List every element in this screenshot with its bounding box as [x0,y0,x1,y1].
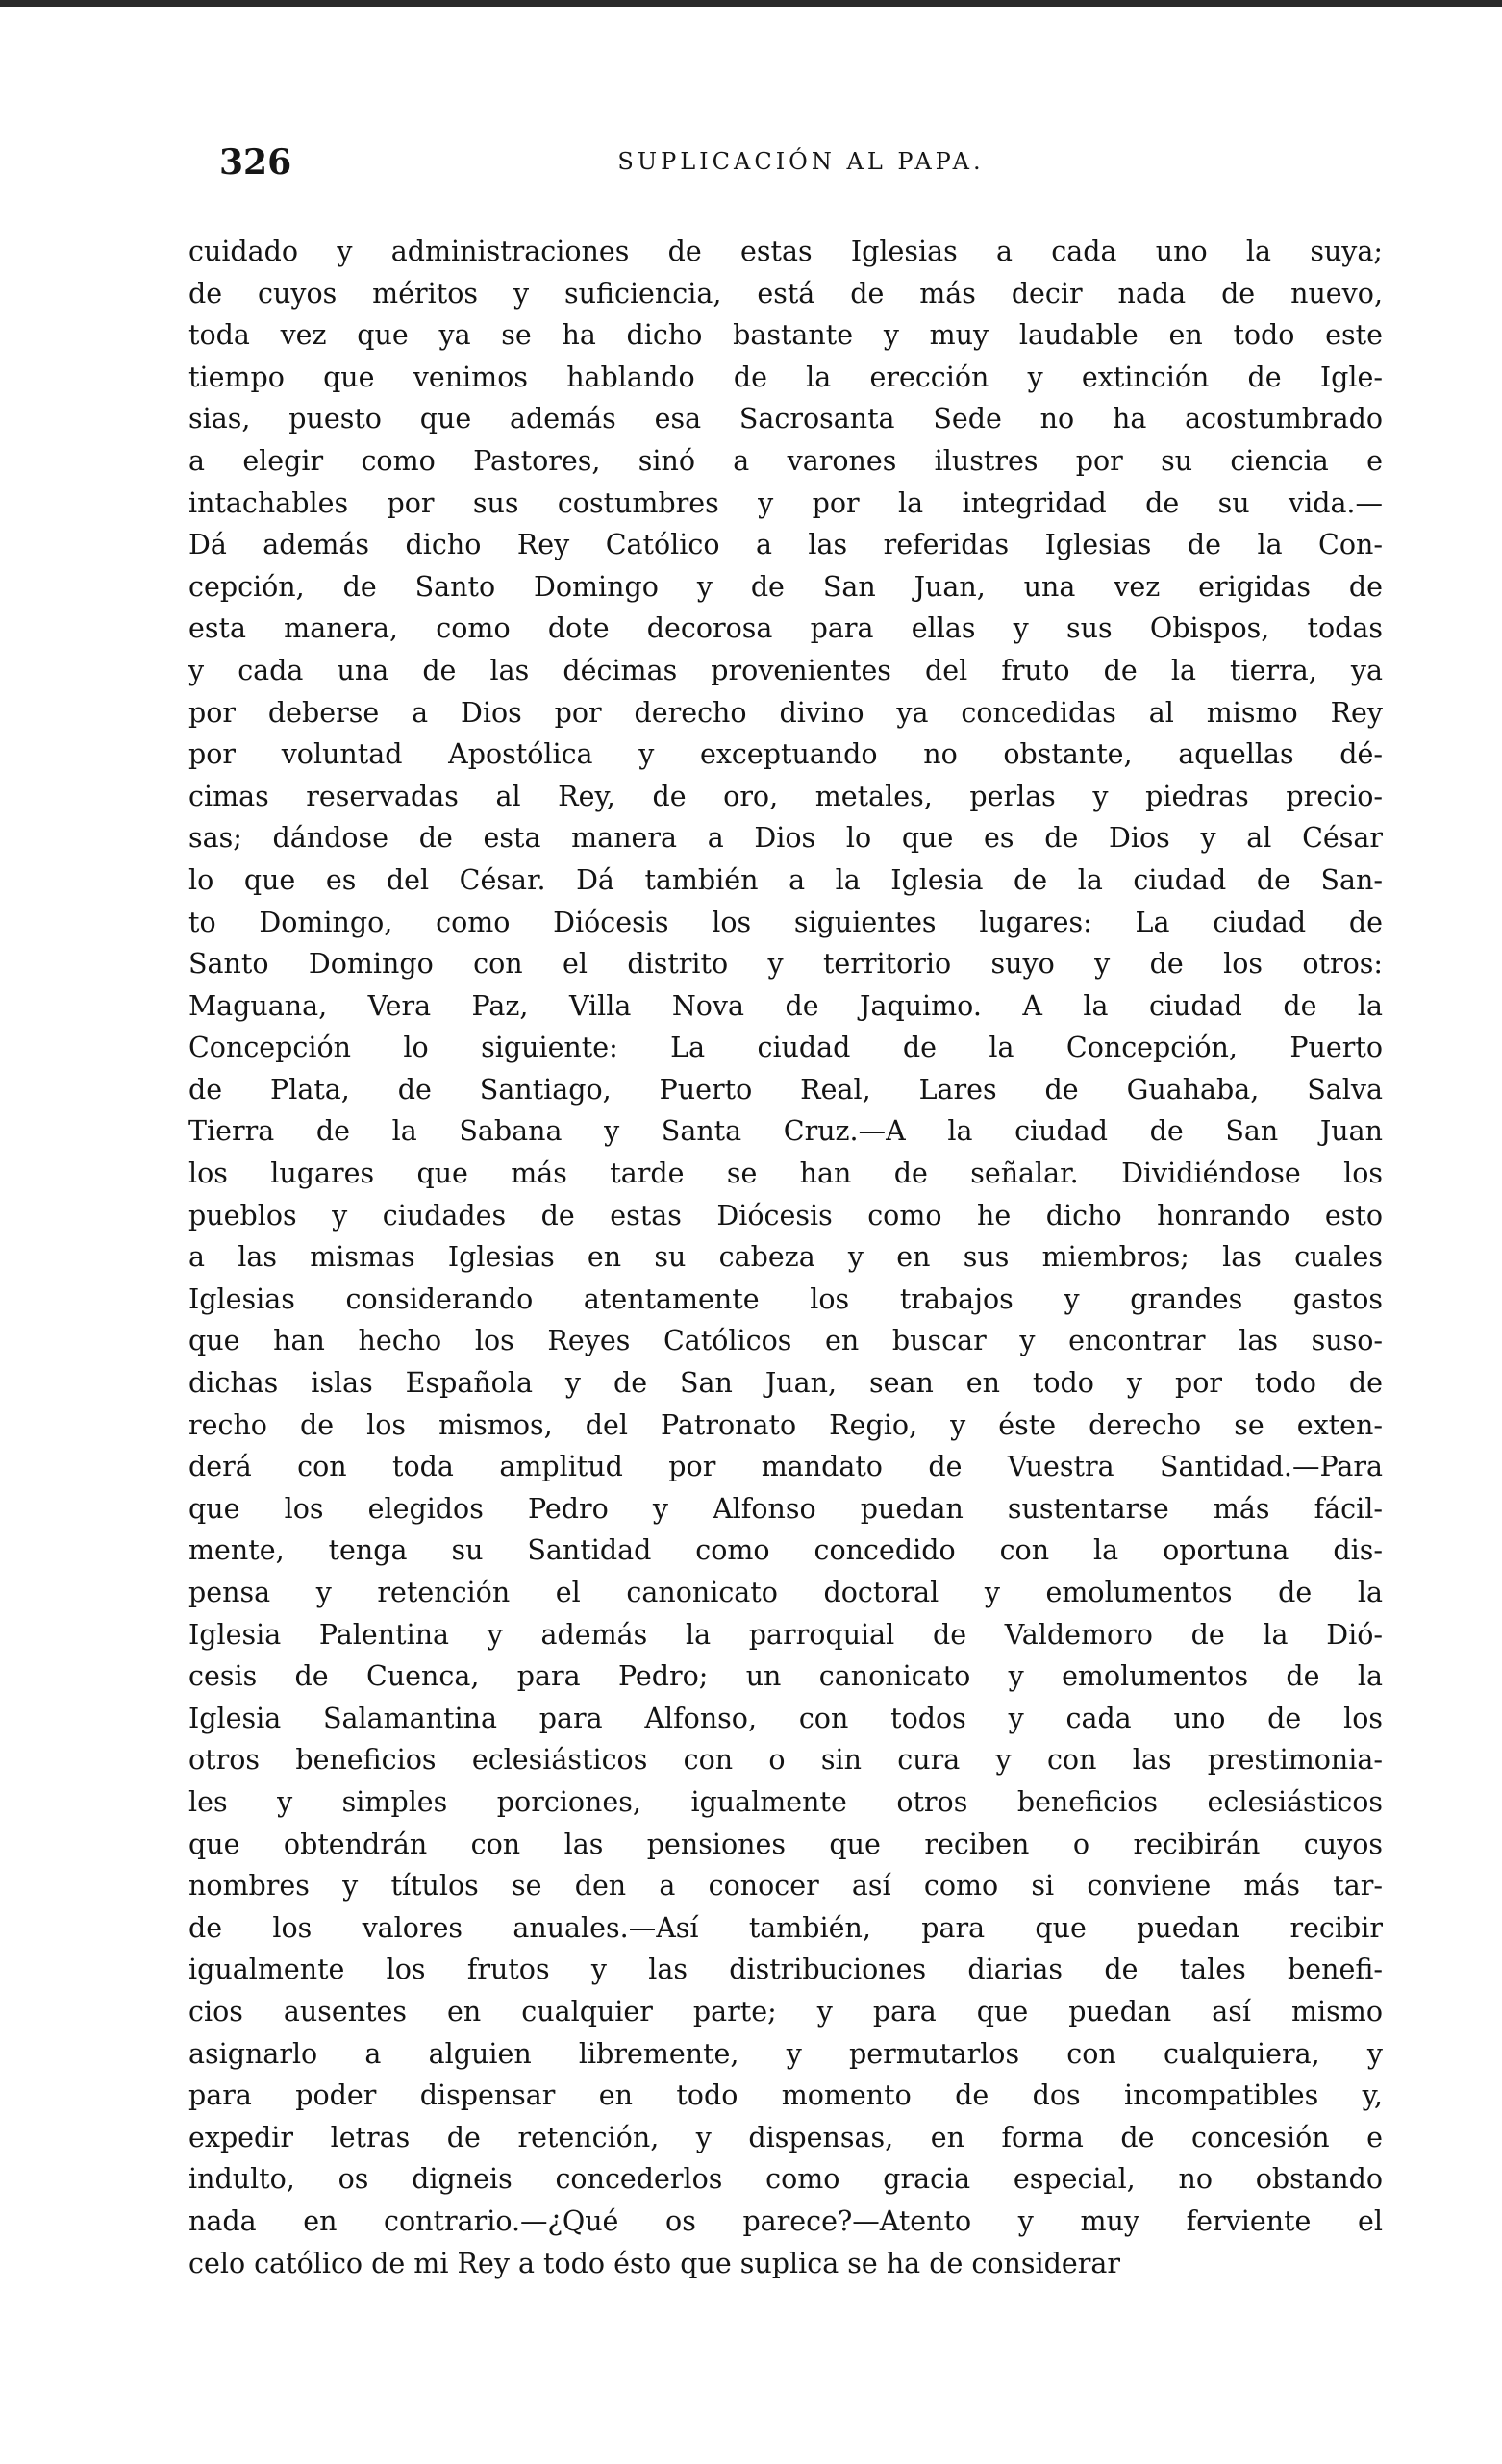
text-line: a las mismas Iglesias en su cabeza y en sus miembros; las cuales [188,1241,1383,1274]
text-line: intachables por sus costumbres y por la integridad de su vida.— [188,486,1383,519]
text-line: Santo Domingo con el distrito y territorio suyo y de los otros: [188,948,1383,981]
text-line: de cuyos méritos y suficiencia, está de más decir nada de nuevo, [188,277,1383,310]
text-line: y cada una de las décimas provenientes del fruto de la tierra, ya [188,654,1383,686]
text-line: expedir letras de retención, y dispensas, en forma de concesión e [188,2121,1383,2153]
text-line: por voluntad Apostólica y exceptuando no obstante, aquellas dé- [188,738,1383,771]
text-line: otros beneficios eclesiásticos con o sin cura y con las prestimonia- [188,1744,1383,1777]
text-line: Concepción lo siguiente: La ciudad de la Concepción, Puerto [188,1032,1383,1064]
text-line: Iglesias considerando atentamente los trabajos y grandes gastos [188,1282,1383,1315]
text-line: to Domingo, como Diócesis los siguientes lugares: La ciudad de [188,906,1383,938]
text-line: pensa y retención el canonicato doctoral y emolumentos de la [188,1577,1383,1608]
body-text [188,231,1383,2284]
page-number: 326 [219,142,292,183]
text-line: Iglesia Salamantina para Alfonso, con todos y cada uno de los [188,1702,1383,1734]
text-line: asignarlo a alguien libremente, y permutarlos con cualquiera, y [188,2037,1383,2070]
text-line: les y simples porciones, igualmente otros beneficios eclesiásticos [188,1785,1383,1818]
text-line: por deberse a Dios por derecho divino ya concedidas al mismo Rey [188,696,1383,729]
text-line: para poder dispensar en todo momento de dos incompatibles y, [188,2079,1383,2112]
text-line: cepción, de Santo Domingo y de San Juan, una vez erigidas de [188,570,1383,603]
text-line: tiempo que venimos hablando de la erección y extinción de Igle- [188,361,1383,393]
text-line: esta manera, como dote decorosa para ellas y sus Obispos, todas [188,612,1383,645]
text-line: Iglesia Palentina y además la parroquial de Valdemoro de la Dió- [188,1618,1383,1651]
text-line: sias, puesto que además esa Sacrosanta Sede no ha acostumbrado [188,403,1383,436]
text-line: mente, tenga su Santidad como concedido con la oportuna dis- [188,1534,1383,1567]
text-line: cios ausentes en cualquier parte; y para que puedan así mismo [188,1995,1383,2028]
running-header [219,135,1383,192]
running-title: SUPLICACIÓN AL PAPA. [617,148,985,175]
text-line: a elegir como Pastores, sinó a varones ilustres por su ciencia e [188,444,1383,477]
text-line: que obtendrán con las pensiones que reciben o recibirán cuyos [188,1828,1383,1860]
text-line: derá con toda amplitud por mandato de Vuestra Santidad.—Para [188,1451,1383,1483]
text-line: toda vez que ya se ha dicho bastante y muy laudable en todo este [188,319,1383,352]
top-border-rule [0,0,1502,7]
text-line: que los elegidos Pedro y Alfonso puedan sustentarse más fácil- [188,1492,1383,1525]
text-line: indulto, os digneis concederlos como gracia especial, no obstando [188,2163,1383,2196]
text-line: sas; dándose de esta manera a Dios lo que es de Dios y al César [188,822,1383,855]
text-line: nombres y títulos se den a conocer así como si conviene más tar- [188,1870,1383,1903]
text-line: lo que es del César. Dá también a la Iglesia de la ciudad de San- [188,863,1383,896]
text-line: cuidado y administraciones de estas Iglesias a cada uno la suya; [188,236,1383,267]
text-line: pueblos y ciudades de estas Diócesis como he dicho honrando esto [188,1199,1383,1232]
text-line: de los valores anuales.—Así también, para que puedan recibir [188,1911,1383,1944]
text-line: Dá además dicho Rey Católico a las referidas Iglesias de la Con- [188,529,1383,561]
text-line: Maguana, Vera Paz, Villa Nova de Jaquimo. A la ciudad de la [188,989,1383,1022]
text-line: recho de los mismos, del Patronato Regio, y éste derecho se exten- [188,1408,1383,1441]
text-line: de Plata, de Santiago, Puerto Real, Lares de Guahaba, Salva [188,1073,1383,1106]
text-line: cesis de Cuenca, para Pedro; un canonicato y emolumentos de la [188,1660,1383,1693]
text-line: los lugares que más tarde se han de señalar. Dividiéndose los [188,1157,1383,1190]
text-line: cimas reservadas al Rey, de oro, metales, perlas y piedras precio- [188,780,1383,812]
text-line: que han hecho los Reyes Católicos en buscar y encontrar las suso- [188,1325,1383,1357]
text-line: dichas islas Española y de San Juan, sean en todo y por todo de [188,1367,1383,1400]
text-line: celo católico de mi Rey a todo ésto que suplica se ha de considerar [188,2247,1120,2279]
text-line: Tierra de la Sabana y Santa Cruz.—A la ciudad de San Juan [188,1115,1383,1148]
text-line: nada en contrario.—¿Qué os parece?—Atento y muy ferviente el [188,2204,1383,2237]
text-line: igualmente los frutos y las distribuciones diarias de tales benefi- [188,1954,1383,1986]
